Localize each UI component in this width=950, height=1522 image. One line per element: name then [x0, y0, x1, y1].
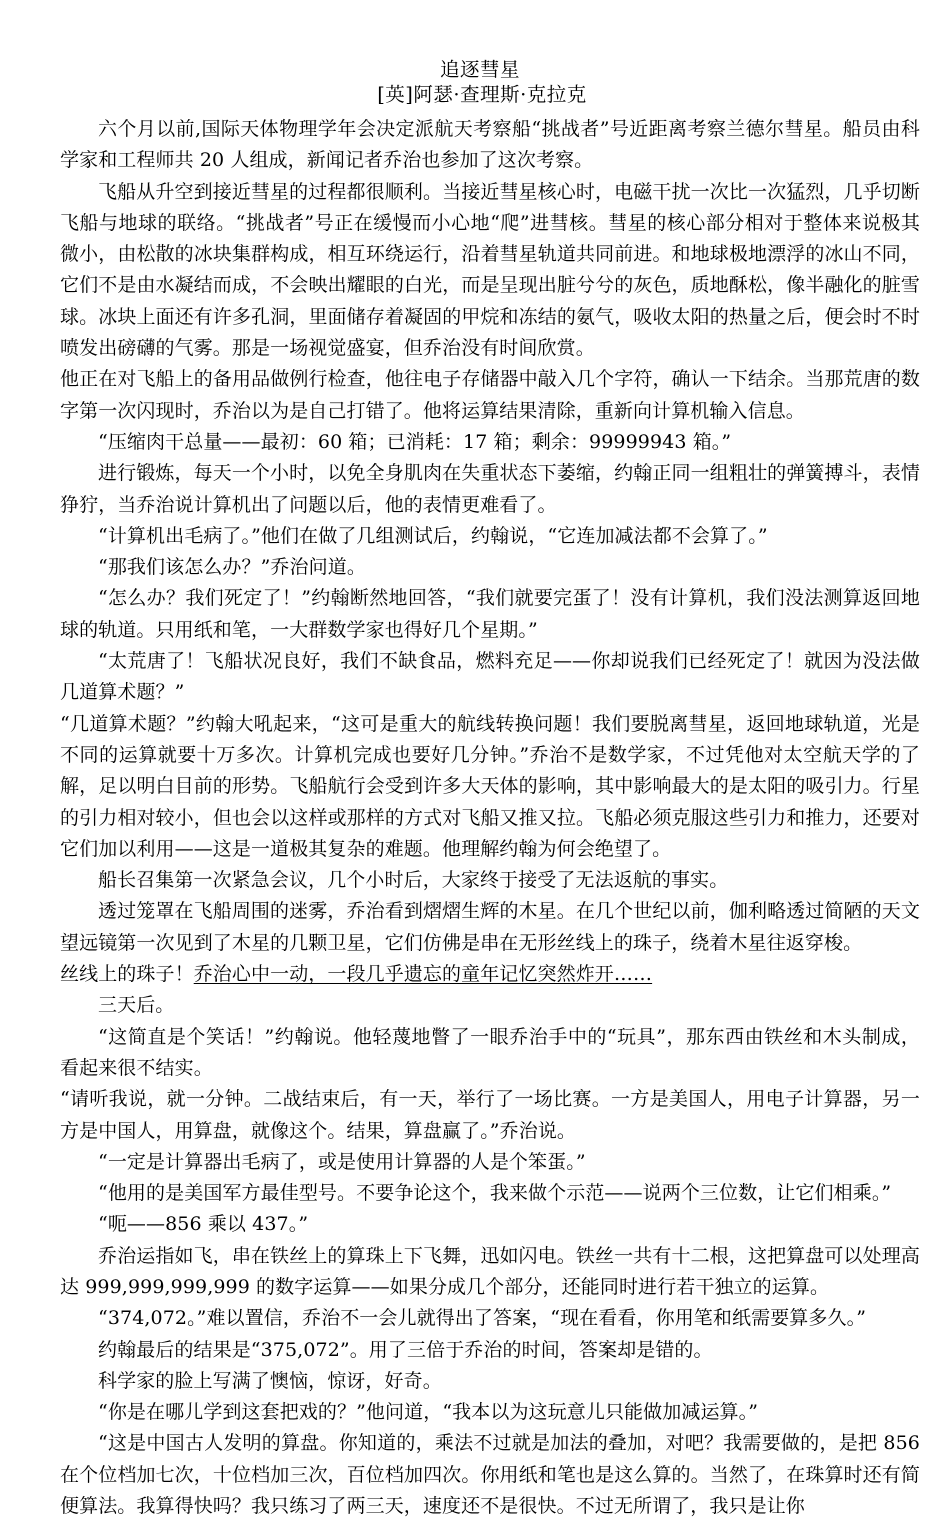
body-paragraph: “他用的是美国军方最佳型号。不要争论这个，我来做个示范——说两个三位数，让它们相乘。” — [98, 1182, 892, 1205]
title-block — [60, 58, 920, 108]
body-paragraph: “压缩肉干总量——最初：60 箱；已消耗：17 箱；剩余：99999943 箱。” — [98, 430, 732, 453]
body-paragraph — [60, 959, 920, 990]
paragraph-text: 丝线上的珠子！ — [60, 963, 194, 986]
body-paragraph: “你是在哪儿学到这套把戏的？”他问道，“我本以为这玩意儿只能做加减运算。” — [98, 1401, 759, 1424]
body-paragraph: “太荒唐了！飞船状况良好，我们不缺食品，燃料充足——你却说我们已经死定了！就因为没法做几道算术题？” — [60, 650, 920, 704]
body-paragraph: 六个月以前,国际天体物理学年会决定派航天考察船“挑战者”号近距离考察兰德尔彗星。船员由科学家和工程师共 20 人组成，新闻记者乔治也参加了这次考察。 — [60, 118, 920, 172]
document-body — [60, 114, 920, 1522]
body-paragraph: 飞船从升空到接近彗星的过程都很顺利。当接近彗星核心时，电磁干扰一次比一次猛烈，几乎切断飞船与地球的联络。“挑战者”号正在缓慢而小心地“爬”进彗核。彗星的核心部分相对于整体来说极其微小，由松散的冰块集群构成，相互环绕运行，沿着彗星轨道共同前进。和地球极地漂浮的冰山不同，它们不是由水凝结而成，不会映出耀眼的白光，而是呈现出脏兮兮的灰色，质地酥松，像半融化的脏雪球。冰块上面还有许多孔洞，里面储存着凝固的甲烷和冻结的氨气，吸收太阳的热量之后，便会时不时喷发出磅礴的气雾。那是一场视觉盛宴，但乔治没有时间欣赏。 — [60, 180, 920, 360]
body-paragraph: “呃——856 乘以 437。” — [98, 1213, 309, 1236]
body-paragraph: “这简直是个笑话！”约翰说。他轻蔑地瞥了一眼乔治手中的“玩具”，那东西由铁丝和木头制成，看起来很不结实。 — [60, 1025, 920, 1079]
body-paragraph: “怎么办？我们死定了！”约翰断然地回答，“我们就要完蛋了！没有计算机，我们没法测算返回地球的轨道。只用纸和笔，一大群数学家也得好几个星期。” — [60, 587, 920, 641]
body-paragraph: “一定是计算器出毛病了，或是使用计算器的人是个笨蛋。” — [98, 1150, 586, 1173]
body-paragraph: “几道算术题？”约翰大吼起来，“这可是重大的航线转换问题！我们要脱离彗星，返回地球轨道，光是不同的运算就要十万多次。计算机完成也要好几分钟。”乔治不是数学家，不过凭他对太空航天学的了解，足以明白目前的形势。飞船航行会受到许多大天体的影响，其中影响最大的是太阳的吸引力。行星的引力相对较小，但也会以这样或那样的方式对飞船又推又拉。飞船必须克服这些引力和推力，还要对它们加以利用——这是一道极其复杂的难题。他理解约翰为何会绝望了。 — [60, 712, 920, 860]
body-paragraph: “这是中国古人发明的算盘。你知道的，乘法不过就是加法的叠加，对吧？我需要做的，是把 856 在个位档加七次，十位档加三次，百位档加四次。你用纸和笔也是这么算的。当然了，在珠算时还有简便算法。我算得快吗？我只练习了两三天，速度还不是很快。不过无所谓了，我只是让你 — [60, 1432, 920, 1518]
body-paragraph: 科学家的脸上写满了懊恼，惊讶，好奇。 — [98, 1369, 442, 1392]
body-paragraph: “那我们该怎么办？”乔治问道。 — [98, 556, 366, 579]
page-title: 追逐彗星 — [439, 58, 520, 81]
body-paragraph: 约翰最后的结果是“375,072”。用了三倍于乔治的时间，答案却是错的。 — [98, 1338, 713, 1361]
body-paragraph: “计算机出毛病了。”他们在做了几组测试后，约翰说，“它连加减法都不会算了。” — [98, 524, 768, 547]
body-paragraph: 船长召集第一次紧急会议，几个小时后，大家终于接受了无法返航的事实。 — [98, 869, 729, 892]
body-paragraph: 三天后。 — [98, 994, 175, 1017]
body-paragraph: “374,072。”难以置信，乔治不一会儿就得出了答案，“现在看看，你用笔和纸需要算多久。” — [98, 1307, 867, 1330]
body-paragraph: 透过笼罩在飞船周围的迷雾，乔治看到熠熠生辉的木星。在几个世纪以前，伽利略透过简陋的天文望远镜第一次见到了木星的几颗卫星，它们仿佛是串在无形丝线上的珠子，绕着木星往返穿梭。 — [60, 900, 920, 954]
body-paragraph: 进行锻炼，每天一个小时，以免全身肌肉在失重状态下萎缩，约翰正同一组粗壮的弹簧搏斗，表情狰狞，当乔治说计算机出了问题以后，他的表情更难看了。 — [60, 462, 920, 516]
document-author: [英]阿瑟·查理斯·克拉克 — [377, 83, 587, 106]
underlined-sentence: 乔治心中一动，一段几乎遗忘的童年记忆突然炸开…… — [193, 963, 653, 986]
body-paragraph: 他正在对飞船上的备用品做例行检查，他往电子存储器中敲入几个字符，确认一下结余。当那荒唐的数字第一次闪现时，乔治以为是自己打错了。他将运算结果清除，重新向计算机输入信息。 — [60, 368, 920, 422]
body-paragraph: “请听我说，就一分钟。二战结束后，有一天，举行了一场比赛。一方是美国人，用电子计算器，另一方是中国人，用算盘，就像这个。结果，算盘赢了。”乔治说。 — [60, 1088, 920, 1142]
body-paragraph: 乔治运指如飞，串在铁丝上的算珠上下飞舞，迅如闪电。铁丝一共有十二根，这把算盘可以处理高达 999,999,999,999 的数字运算——如果分成几个部分，还能同时进行若干独立的运算。 — [60, 1244, 920, 1298]
